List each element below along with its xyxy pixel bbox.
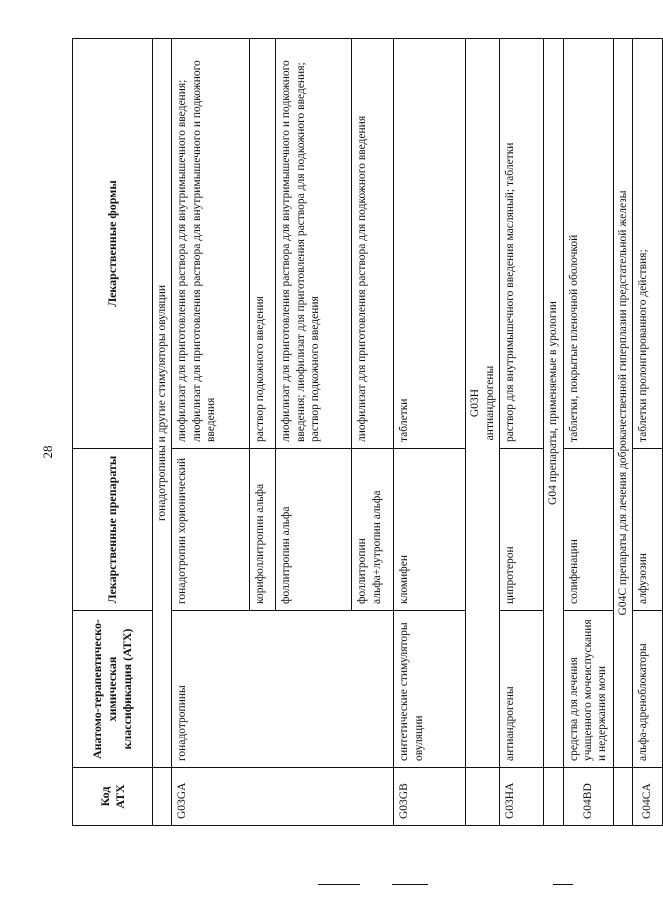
rotated-page <box>72 38 654 826</box>
table-row <box>394 39 466 826</box>
code-cell: G03GB <box>394 768 466 826</box>
section-g03h-code: G03H <box>469 388 482 418</box>
header-forms: Лекарственные формы <box>73 39 153 449</box>
section-g03h <box>466 39 500 768</box>
page-number: 28 <box>40 445 55 459</box>
form-cell: лиофилизат для приготовления раствора для подкожного введения <box>352 39 394 449</box>
drug-cell: кломифен <box>394 449 466 611</box>
section-g03h-name: антиандрогены <box>483 365 496 441</box>
bottom-rule <box>392 884 428 885</box>
header-code: Код АТХ <box>73 768 153 826</box>
atc-cell: средства для лечения учащенного мочеиспускания и недержания мочи <box>563 611 613 768</box>
table-row <box>633 39 663 826</box>
form-cell: таблетки <box>394 39 466 449</box>
header-drugs: Лекарственные препараты <box>73 449 153 611</box>
section-g04c: G04C препараты для лечения доброкачественной гиперплазии предстательной железы <box>613 39 632 768</box>
section-g04: G04 препараты, применяемые в урологии <box>544 39 563 768</box>
table-row <box>563 39 613 826</box>
table-row <box>172 39 250 826</box>
code-cell: G04BD <box>563 768 613 826</box>
form-cell: лиофилизат для приготовления раствора для внутримышечного и подкожного введения; лиофилизат для приготовления раствора для подкожного введения; раствор подкожного введения <box>276 39 352 449</box>
code-cell: G03HA <box>500 768 544 826</box>
form-cell: раствор подкожного введения <box>250 39 276 449</box>
atc-cell: синтетические стимуляторы овуляции <box>394 611 466 768</box>
empty-cell <box>153 768 172 826</box>
table-sheet <box>72 38 654 826</box>
section-row <box>466 39 500 826</box>
section-row <box>153 39 172 826</box>
form-cell: раствор для внутримышечного введения масляный; таблетки <box>500 39 544 449</box>
section-gonadotropins: гонадотропины и другие стимуляторы овуляции <box>153 39 172 768</box>
atc-cell: альфа-адреноблокаторы <box>633 611 663 768</box>
empty-cell <box>544 768 563 826</box>
form-cell: лиофилизат для приготовления раствора для внутримышечного введения; лиофилизат для приготовления раствора для внутримышечного и подкожного введения <box>172 39 250 449</box>
form-cell: таблетки, покрытые пленочной оболочкой <box>563 39 613 449</box>
atc-cell: гонадотропины <box>172 611 394 768</box>
drug-cell: солифенацин <box>563 449 613 611</box>
table-header-row <box>73 39 153 826</box>
code-cell: G03GA <box>172 768 394 826</box>
empty-cell <box>613 768 632 826</box>
drug-cell: гонадотропин хорионический <box>172 449 250 611</box>
table-row <box>500 39 544 826</box>
drug-cell: корифоллитропин альфа <box>250 449 276 611</box>
drug-cell: алфузозин <box>633 449 663 611</box>
drug-cell: фоллитропин альфа <box>276 449 352 611</box>
form-cell: таблетки пролонгированного действия; <box>633 39 663 449</box>
atc-cell: антиандрогены <box>500 611 544 768</box>
code-cell: G04CA <box>633 768 663 826</box>
header-atc: Анатомо-терапевтическо-химическая классификация (АТХ) <box>73 611 153 768</box>
bottom-rule <box>318 884 360 885</box>
section-row <box>613 39 632 826</box>
drug-cell: ципротерон <box>500 449 544 611</box>
drug-table <box>72 38 663 826</box>
empty-cell <box>466 768 500 826</box>
drug-cell: фоллитропин альфа+лутропин альфа <box>352 449 394 611</box>
bottom-rule <box>553 884 573 885</box>
section-row <box>544 39 563 826</box>
